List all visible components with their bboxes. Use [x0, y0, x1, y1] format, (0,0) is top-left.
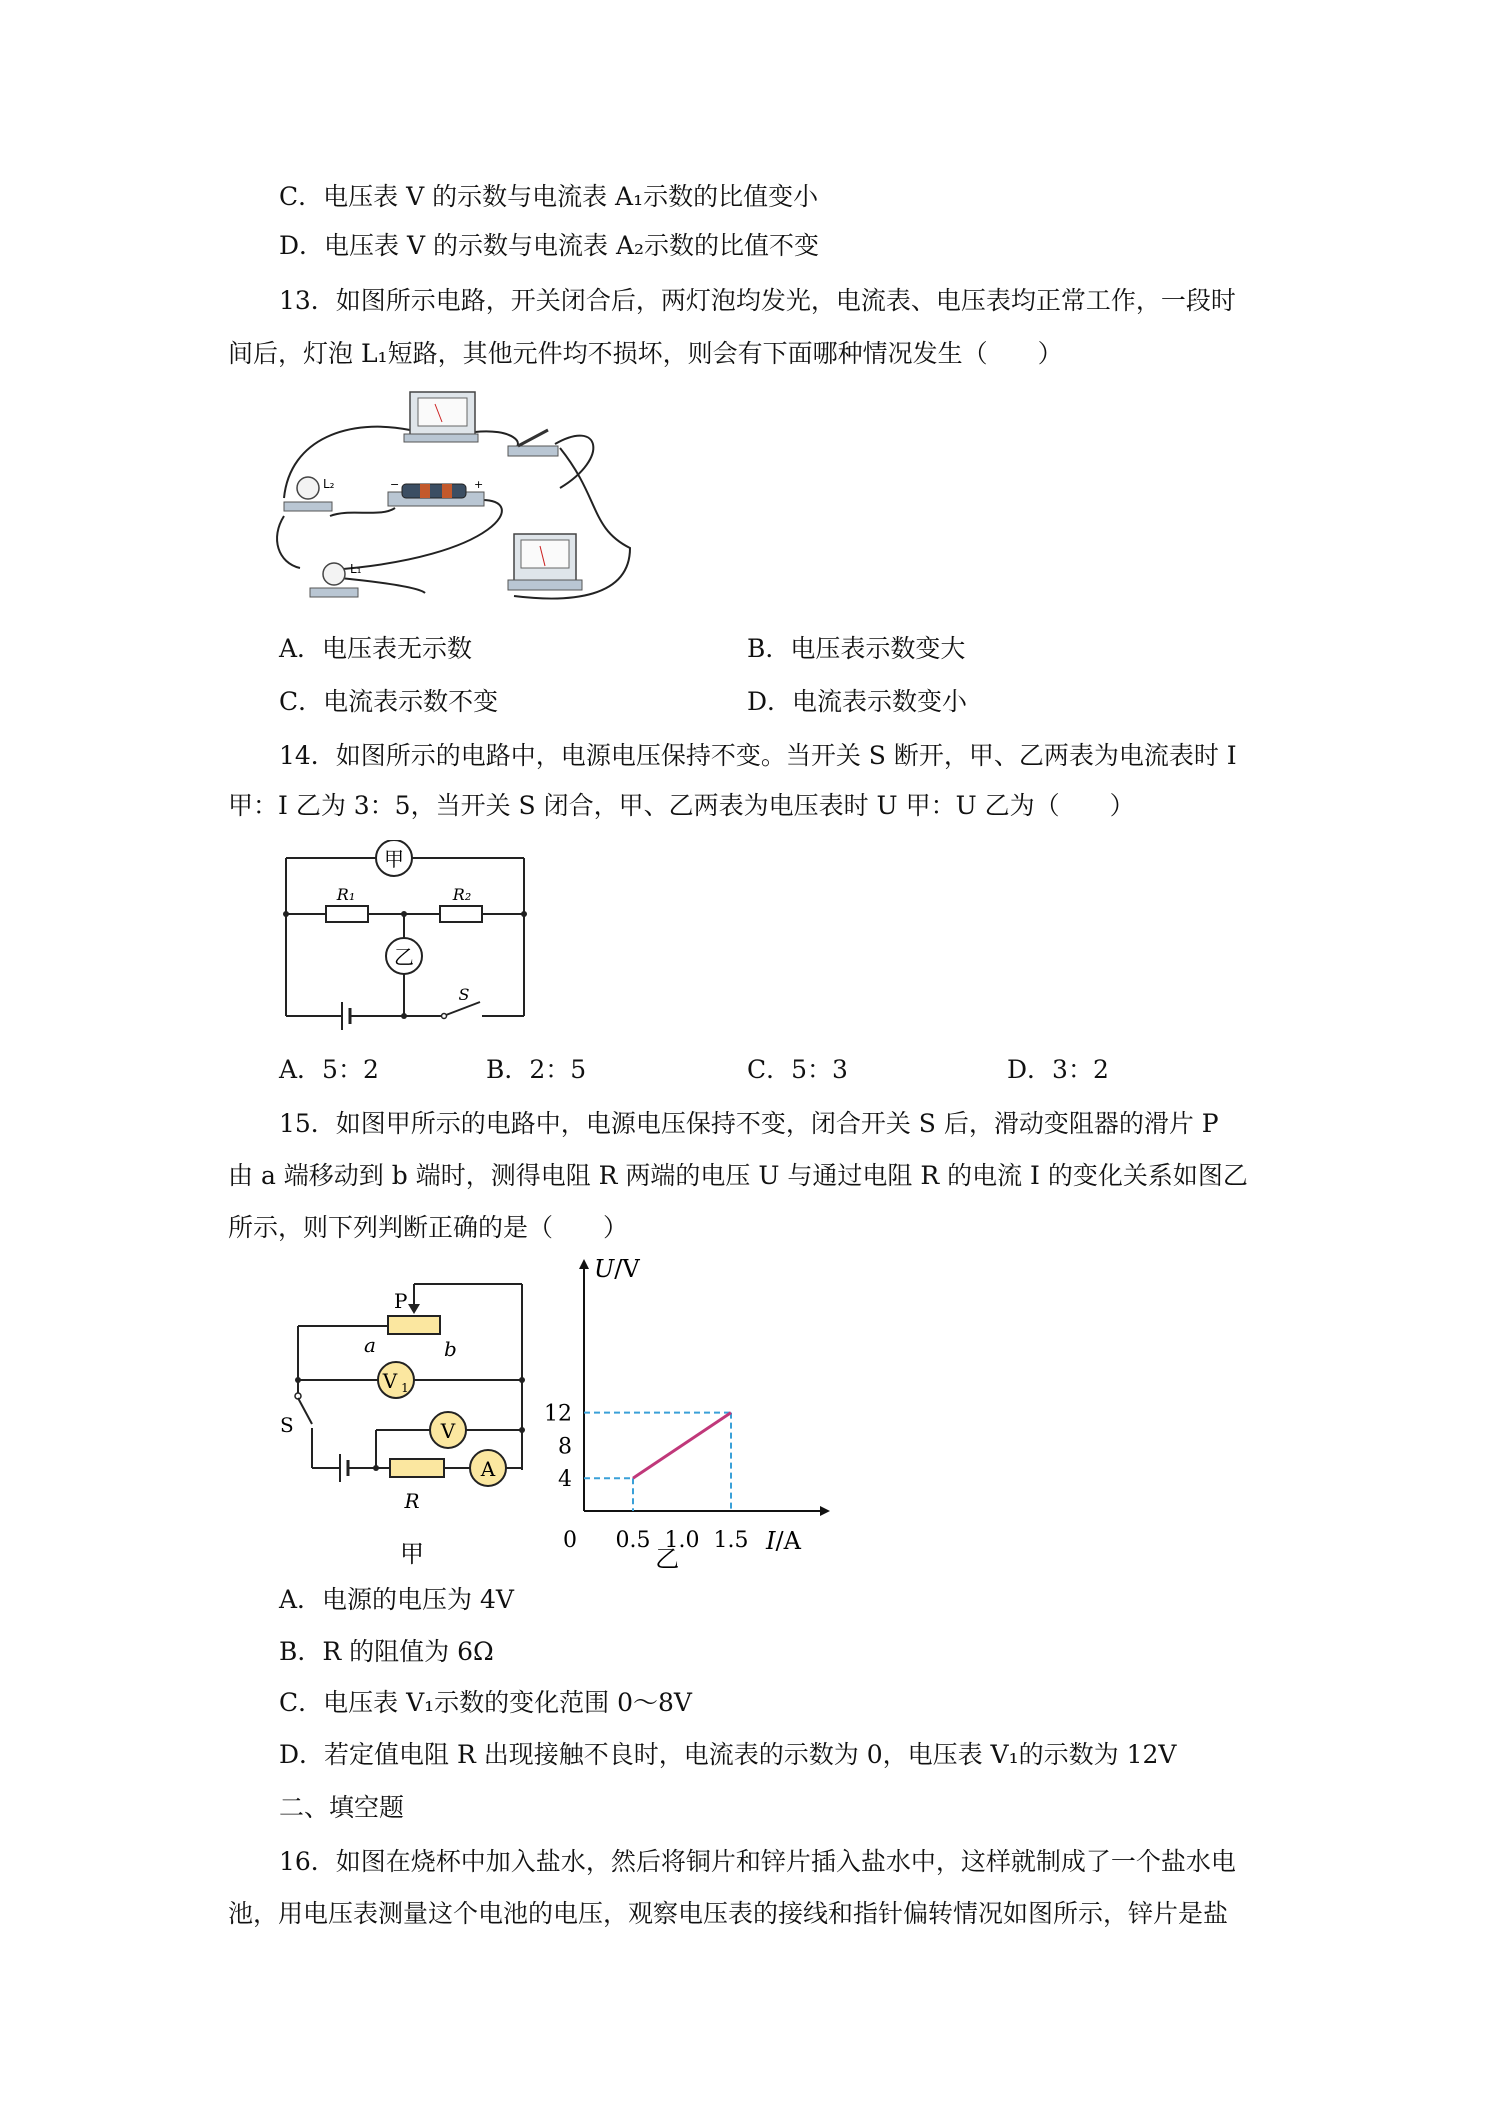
q13-option-a: A．电压表无示数 [279, 634, 473, 663]
q13-option-c: C．电流表示数不变 [279, 687, 499, 716]
q13-lamp1-label: L₁ [350, 562, 362, 576]
svg-text:+: + [474, 478, 484, 491]
q15-v-label: V [440, 1419, 456, 1443]
q13-stem-line2: 间后，灯泡 L₁短路，其他元件均不损坏，则会有下面哪种情况发生（ ） [228, 339, 1063, 368]
q15-option-b: B．R 的阻值为 6Ω [279, 1637, 494, 1666]
q14-meter-yi: 乙 [394, 945, 414, 969]
q15-option-d: D．若定值电阻 R 出现接触不良时，电流表的示数为 0，电压表 V₁的示数为 12V [279, 1740, 1177, 1769]
y-axis-arrow [579, 1259, 589, 1269]
q15-slider-p-label: P [394, 1289, 408, 1313]
q16-stem-line2: 池，用电压表测量这个电池的电压，观察电压表的接线和指针偏转情况如图所示，锌片是盐 [228, 1899, 1229, 1928]
q15-resistor-label: R [404, 1489, 420, 1513]
q15-end-a-label: a [364, 1333, 376, 1357]
section-title: 二、填空题 [279, 1793, 405, 1822]
q15-stem-line1: 15．如图甲所示的电路中，电源电压保持不变，闭合开关 S 后，滑动变阻器的滑片 P [279, 1109, 1219, 1138]
q14-stem-line2: 甲：I 乙为 3：5，当开关 S 闭合，甲、乙两表为电压表时 U 甲：U 乙为（ ） [228, 791, 1135, 820]
q15-circuit-caption: 甲 [400, 1540, 424, 1568]
q15-v1-sub: 1 [401, 1381, 409, 1395]
q13-lamp2-label: L₂ [323, 477, 335, 491]
x-tick-label: 0.5 [615, 1528, 651, 1553]
q14-switch-label: S [458, 985, 470, 1004]
q13-stem-line1: 13．如图所示电路，开关闭合后，两灯泡均发光，电流表、电压表均正常工作，一段时 [279, 286, 1236, 315]
y-tick-label: 8 [558, 1434, 572, 1460]
q14-option-c: C．5：3 [747, 1055, 848, 1084]
q12-option-d: D．电压表 V 的示数与电流表 A₂示数的比值不变 [279, 231, 820, 260]
q14-r2-label: R₂ [452, 885, 472, 904]
y-axis-label: U/V [594, 1255, 640, 1283]
series-line [633, 1413, 731, 1479]
x-tick-label: 1.5 [713, 1528, 749, 1553]
y-tick-label: 12 [544, 1401, 572, 1427]
q15-stem-line3: 所示，则下列判断正确的是（ ） [228, 1213, 629, 1242]
q14-option-b: B．2：5 [486, 1055, 587, 1084]
q15-option-c: C．电压表 V₁示数的变化范围 0～8V [279, 1688, 692, 1717]
x-tick-label: 1.0 [664, 1528, 700, 1553]
q13-option-b: B．电压表示数变大 [747, 634, 966, 663]
q14-r1-label: R₁ [336, 885, 356, 904]
q14-option-d: D．3：2 [1007, 1055, 1109, 1084]
q12-option-c: C．电压表 V 的示数与电流表 A₁示数的比值变小 [279, 182, 819, 211]
q16-stem-line1: 16．如图在烧杯中加入盐水，然后将铜片和锌片插入盐水中，这样就制成了一个盐水电 [279, 1847, 1236, 1876]
q13-circuit-photo [270, 388, 640, 618]
q15-end-b-label: b [444, 1337, 457, 1361]
q14-circuit-diagram [276, 840, 536, 1040]
x-tick-label: 0 [563, 1528, 577, 1553]
q15-stem-line2: 由 a 端移动到 b 端时，测得电阻 R 两端的电压 U 与通过电阻 R 的电流 I 的变化关系如图乙 [228, 1161, 1248, 1190]
q15-ammeter-label: A [480, 1457, 496, 1481]
q15-circuit-diagram [278, 1270, 548, 1570]
y-tick-label: 4 [558, 1467, 572, 1493]
q15-v1-label: V [382, 1369, 398, 1393]
x-axis-arrow [820, 1506, 830, 1516]
q14-option-a: A．5：2 [279, 1055, 379, 1084]
q15-ui-chart [540, 1255, 840, 1575]
q14-stem-line1: 14．如图所示的电路中，电源电压保持不变。当开关 S 断开，甲、乙两表为电流表时 I [279, 741, 1237, 770]
q13-option-d: D．电流表示数变小 [747, 687, 968, 716]
q14-meter-jia: 甲 [384, 847, 404, 871]
svg-text:−: − [390, 478, 400, 491]
q15-option-a: A．电源的电压为 4V [279, 1585, 514, 1614]
x-axis-label: I/A [766, 1527, 801, 1555]
q15-switch-label: S [280, 1413, 294, 1437]
chart-caption: 乙 [655, 1545, 680, 1573]
